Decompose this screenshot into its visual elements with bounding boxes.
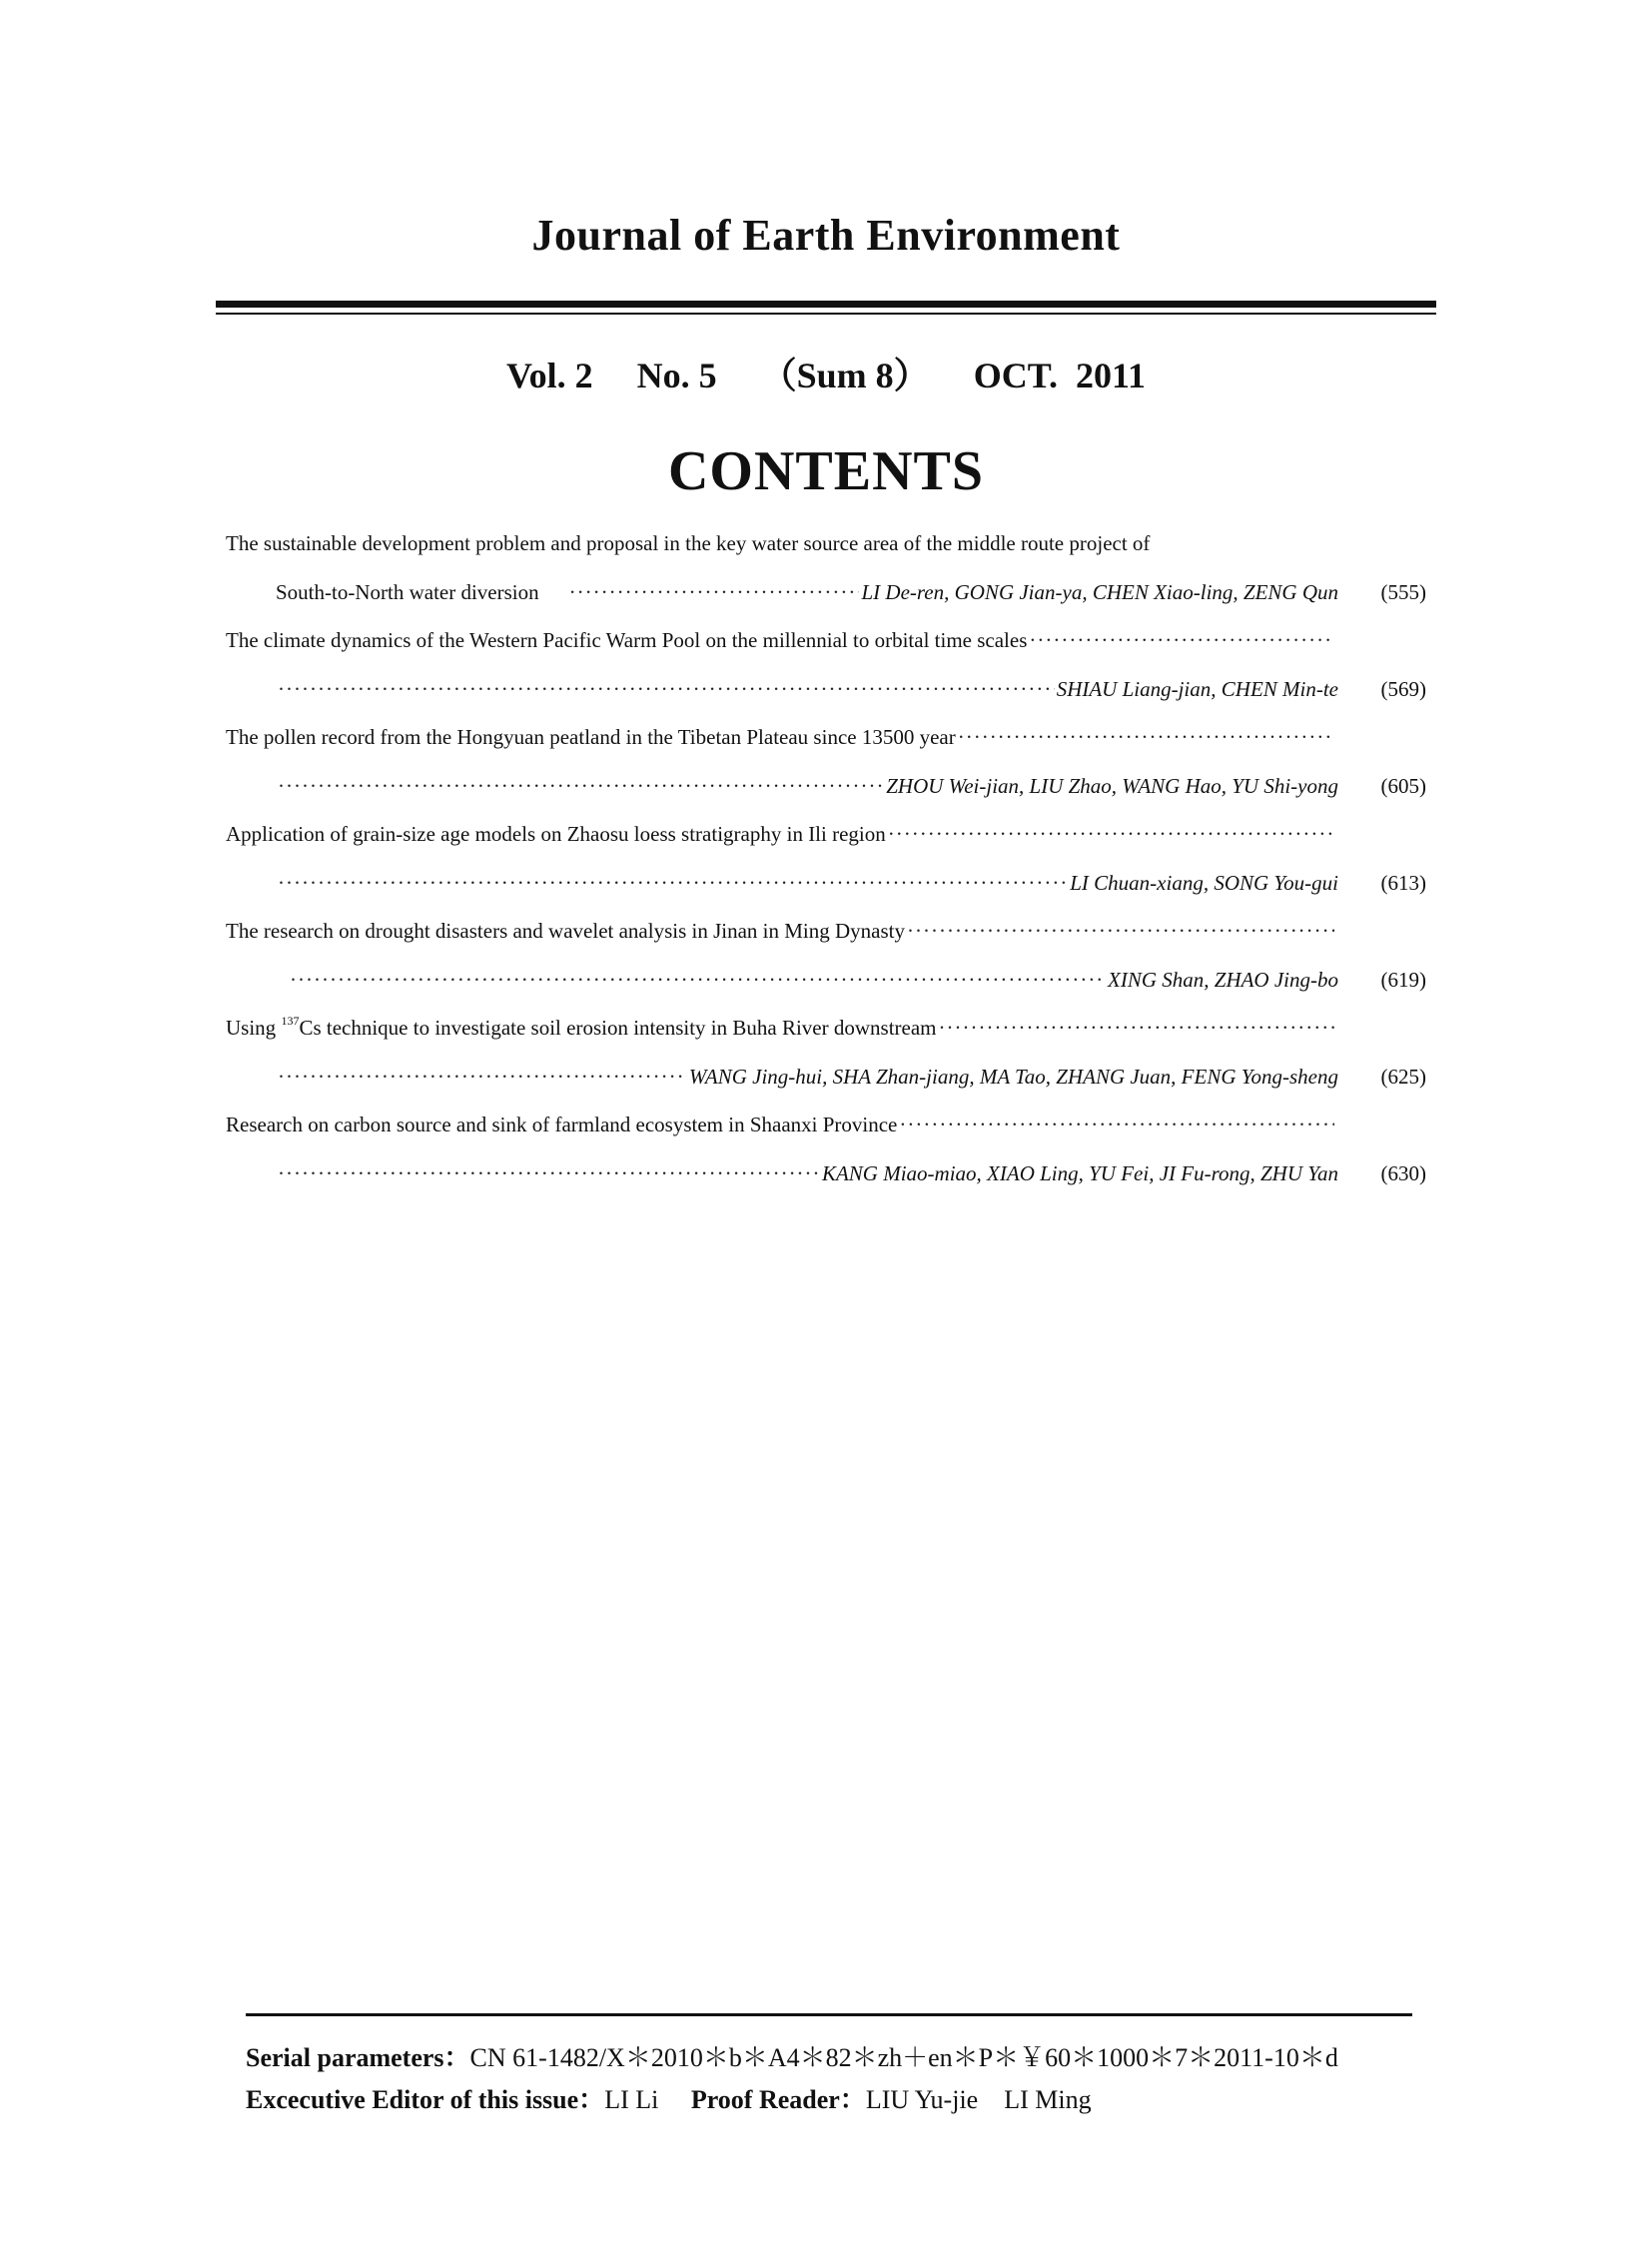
toc-entry-title-line — [226, 1016, 1336, 1065]
dot-leader — [958, 725, 1334, 750]
issue-date: OCT. 2011 — [973, 356, 1147, 395]
toc-entry[interactable] — [226, 1113, 1434, 1209]
issue-number: No. 5 — [636, 356, 717, 395]
toc-entry-author-line — [226, 1065, 1426, 1114]
toc-entry[interactable] — [226, 628, 1434, 725]
toc-entry-title: The climate dynamics of the Western Pacific Warm Pool on the millennial to orbital time scales — [226, 628, 1028, 652]
toc-entry-author-line — [226, 968, 1426, 1017]
footer — [246, 2037, 1338, 2121]
toc-entry-author-line — [226, 774, 1426, 823]
toc-entry[interactable] — [226, 725, 1434, 822]
proof-reader-value: LIU Yu-jie LI Ming — [865, 2085, 1092, 2114]
toc-entry-title-line — [226, 1113, 1336, 1161]
dot-leader — [899, 1113, 1334, 1137]
toc-entry[interactable] — [226, 1016, 1434, 1113]
toc-entry-page: (619) — [1380, 967, 1426, 992]
toc-entry-authors: SHIAU Liang-jian, CHEN Min-te — [1056, 676, 1338, 701]
toc-entry-authors: KANG Miao-miao, XIAO Ling, YU Fei, JI Fu-rong, ZHU Yan — [821, 1160, 1338, 1185]
toc-entry-title-line — [226, 725, 1336, 774]
toc-entry-title-line — [226, 822, 1336, 871]
toc-entry-title-rest: Cs technique to investigate soil erosion intensity in Buha River downstream — [299, 1016, 937, 1040]
dot-leader — [888, 822, 1334, 847]
toc-entry-title: Research on carbon source and sink of farmland ecosystem in Shaanxi Province — [226, 1113, 898, 1136]
dot-leader — [1029, 628, 1334, 653]
dot-leader — [278, 871, 1068, 896]
header-rule-thin — [216, 313, 1436, 315]
toc-entry-page: (613) — [1380, 870, 1426, 895]
toc-entry-title-line — [226, 628, 1336, 677]
dot-leader — [278, 774, 884, 799]
contents-heading: CONTENTS — [667, 440, 985, 502]
toc-entry-author-line — [226, 871, 1426, 920]
toc-entry-title-line — [226, 919, 1336, 968]
toc-entry-authors: WANG Jing-hui, SHA Zhan-jiang, MA Tao, ZHANG Juan, FENG Yong-sheng — [688, 1064, 1338, 1089]
issue-sum: （Sum 8） — [760, 356, 930, 395]
toc-entry-author-line — [226, 677, 1426, 726]
toc-entry-title-continued: South-to-North water diversion — [276, 579, 539, 604]
serial-parameters-line — [246, 2037, 1338, 2079]
toc-entry-page: (625) — [1380, 1064, 1426, 1089]
toc-entry-authors: XING Shan, ZHAO Jing-bo — [1108, 967, 1338, 992]
toc-entry-title: The pollen record from the Hongyuan peatland in the Tibetan Plateau since 13500 year — [226, 725, 956, 749]
executive-editor-label: Excecutive Editor of this issue： — [246, 2085, 605, 2114]
toc-entry-author-line — [226, 580, 1426, 629]
dot-leader — [569, 580, 860, 605]
journal-title: Journal of Earth Environment — [531, 211, 1121, 260]
table-of-contents — [226, 531, 1434, 1209]
toc-entry-page: (555) — [1380, 579, 1426, 604]
toc-entry-authors: LI De-ren, GONG Jian-ya, CHEN Xiao-ling, ZENG Qun — [861, 579, 1338, 604]
executive-editor-value: LI Li — [604, 2085, 659, 2114]
dot-leader — [278, 1065, 687, 1090]
dot-leader — [278, 677, 1055, 702]
serial-parameters-label: Serial parameters： — [246, 2043, 470, 2072]
header-rule-thick — [216, 301, 1436, 308]
footer-rule — [246, 2013, 1412, 2016]
toc-entry-page: (630) — [1380, 1160, 1426, 1185]
toc-entry-title: Application of grain-size age models on Zhaosu loess stratigraphy in Ili region — [226, 822, 886, 846]
toc-entry[interactable] — [226, 919, 1434, 1016]
proof-reader-label: Proof Reader： — [690, 2085, 866, 2114]
dot-leader — [290, 968, 1106, 993]
toc-entry-title: The sustainable development problem and proposal in the key water source area of the middle route project of — [226, 531, 1151, 555]
toc-entry-page: (569) — [1380, 676, 1426, 701]
editor-line — [246, 2079, 1338, 2121]
issue-line — [0, 348, 1652, 398]
toc-entry-title-line — [226, 531, 1336, 580]
isotope-superscript: 137 — [281, 1014, 300, 1028]
serial-parameters-value: CN 61-1482/X＊2010＊b＊A4＊82＊zh＋en＊P＊￥60＊1000＊7＊2011-10＊d — [469, 2043, 1338, 2072]
dot-leader — [907, 919, 1334, 944]
dot-leader — [278, 1161, 820, 1186]
toc-entry[interactable] — [226, 822, 1434, 919]
toc-entry-title: The research on drought disasters and wavelet analysis in Jinan in Ming Dynasty — [226, 919, 906, 943]
dot-leader — [939, 1016, 1334, 1041]
toc-entry[interactable] — [226, 531, 1434, 628]
toc-entry-authors: LI Chuan-xiang, SONG You-gui — [1070, 870, 1338, 895]
toc-entry-authors: ZHOU Wei-jian, LIU Zhao, WANG Hao, YU Shi-yong — [886, 773, 1338, 798]
toc-entry-title — [226, 1016, 937, 1041]
toc-entry-author-line — [226, 1161, 1426, 1210]
toc-entry-page: (605) — [1380, 773, 1426, 798]
volume: Vol. 2 — [505, 356, 593, 395]
toc-entry-title-prefix: Using — [226, 1016, 277, 1040]
